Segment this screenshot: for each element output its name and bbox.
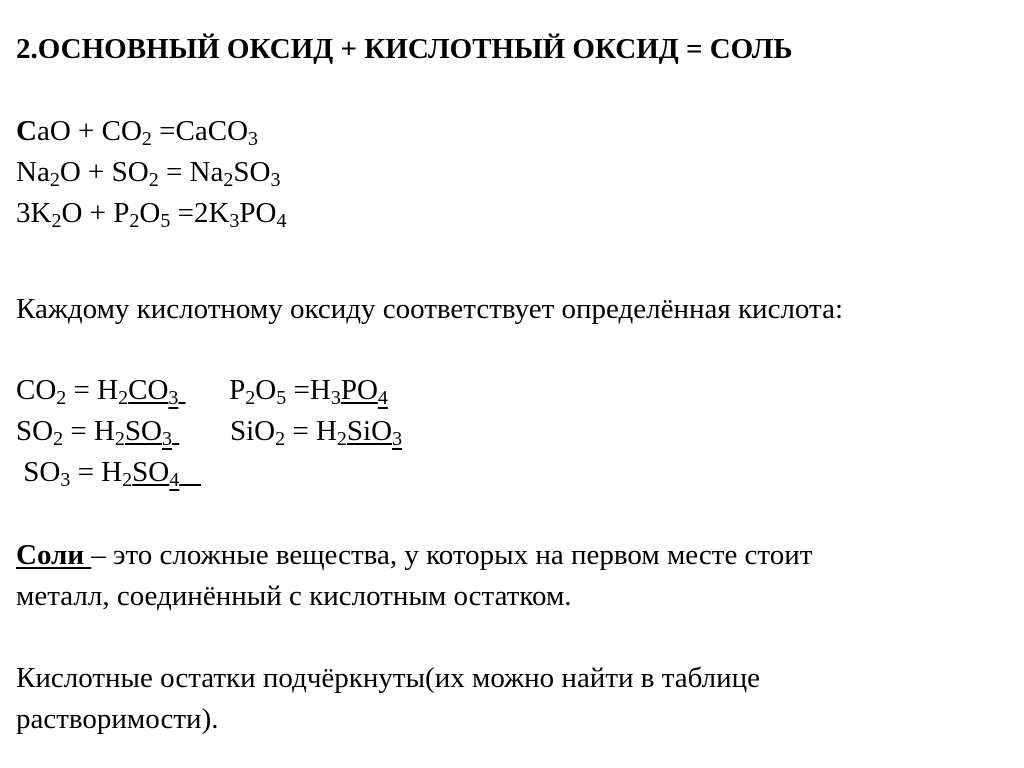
formula-text: SiO xyxy=(346,415,393,447)
subscript: 5 xyxy=(160,210,171,232)
subscript: 2 xyxy=(245,387,256,409)
subscript: 2 xyxy=(122,469,133,491)
formula-text: PO xyxy=(239,197,277,229)
definition-line-2: металл, соединённый с кислотным остатком. xyxy=(16,580,572,612)
acid-intro-text: Каждому кислотному оксиду соответствует определённая кислота: xyxy=(16,293,843,325)
reaction-line xyxy=(16,196,286,230)
subscript: 2 xyxy=(223,169,234,191)
formula-text: 3K xyxy=(16,197,52,229)
formula-text: PO xyxy=(340,374,378,406)
subscript: 3 xyxy=(161,428,172,450)
formula-text: = H xyxy=(70,456,123,488)
formula-text xyxy=(178,374,185,406)
subscript: 2 xyxy=(53,428,64,450)
definition-text: – это сложные вещества, у которых на первом месте стоит xyxy=(91,539,813,571)
reaction-line xyxy=(16,114,258,148)
formula-text: CO xyxy=(16,374,57,406)
subscript: 2 xyxy=(129,210,140,232)
formula-text: SO xyxy=(233,156,271,188)
subscript: 2 xyxy=(114,428,125,450)
formula-text: aO + CO xyxy=(36,115,142,147)
formula-text: P xyxy=(185,374,246,406)
acid-equation-line xyxy=(16,373,388,407)
subscript: 4 xyxy=(377,387,388,409)
formula-text: =H xyxy=(286,374,331,406)
subscript: 3 xyxy=(229,210,240,232)
formula-text: SO xyxy=(124,415,162,447)
note-line-1: Кислотные остатки подчёркнуты(их можно найти в таблице xyxy=(16,662,761,694)
subscript: 3 xyxy=(270,169,281,191)
formula-text: = Na xyxy=(158,156,224,188)
subscript: 2 xyxy=(336,428,347,450)
subscript: 3 xyxy=(248,128,259,150)
formula-text: SO xyxy=(16,415,54,447)
formula-text: O xyxy=(255,374,277,406)
subscript: 3 xyxy=(392,428,403,450)
formula-text xyxy=(179,456,201,488)
definition-line-1 xyxy=(16,538,812,572)
note-line-2: растворимости). xyxy=(16,703,219,735)
subscript: 2 xyxy=(275,428,286,450)
formula-text: SO xyxy=(16,456,61,488)
formula-text: Na xyxy=(16,156,50,188)
definition-term: Соли xyxy=(16,539,92,571)
formula-text: SiO xyxy=(179,415,276,447)
formula-text: CO xyxy=(128,374,169,406)
subscript: 4 xyxy=(276,210,287,232)
formula-text: = H xyxy=(285,415,337,447)
subscript: 3 xyxy=(330,387,341,409)
acid-equation-line xyxy=(16,414,402,448)
formula-text: =2K xyxy=(170,197,230,229)
formula-text: SO xyxy=(132,456,170,488)
subscript: 4 xyxy=(169,469,180,491)
formula-text: = H xyxy=(63,415,115,447)
subscript: 2 xyxy=(118,387,129,409)
subscript: 3 xyxy=(168,387,179,409)
formula-text: O + P xyxy=(61,197,130,229)
subscript: 3 xyxy=(60,469,71,491)
subscript: 2 xyxy=(141,128,152,150)
subscript: 2 xyxy=(51,210,62,232)
formula-text: C xyxy=(16,115,37,147)
subscript: 2 xyxy=(56,387,67,409)
subscript: 2 xyxy=(148,169,159,191)
subscript: 2 xyxy=(49,169,60,191)
formula-text: =CaCO xyxy=(151,115,249,147)
formula-text: = H xyxy=(66,374,119,406)
slide-heading: 2.ОСНОВНЫЙ ОКСИД + КИСЛОТНЫЙ ОКСИД = СОЛЬ xyxy=(16,33,793,65)
acid-equation-line xyxy=(16,455,201,489)
formula-text: O + SO xyxy=(59,156,149,188)
reaction-line xyxy=(16,155,280,189)
formula-text: O xyxy=(139,197,161,229)
subscript: 5 xyxy=(276,387,287,409)
